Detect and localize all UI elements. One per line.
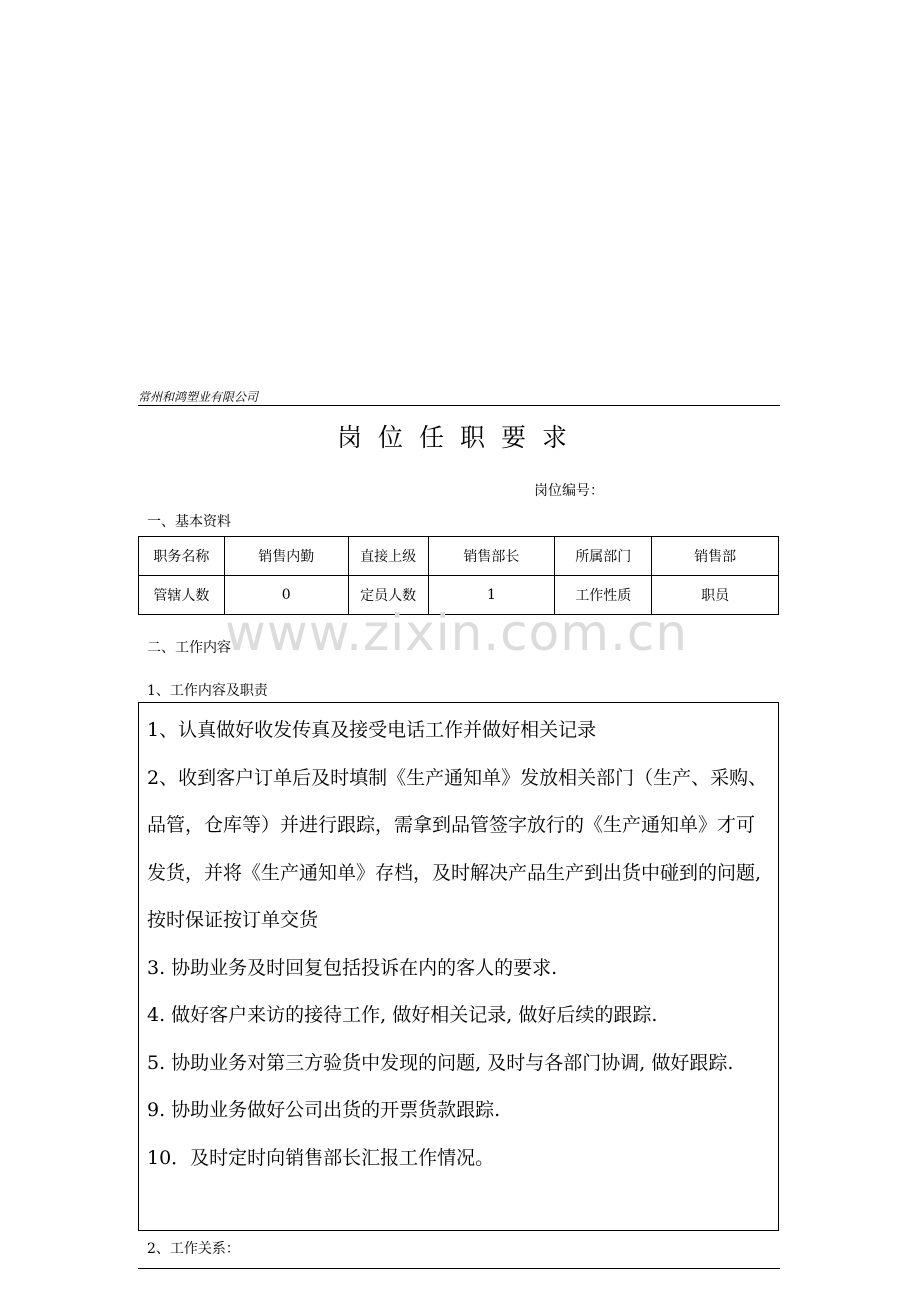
table-cell: 直接上级 <box>348 537 428 576</box>
duty-item: 4. 做好客户来访的接待工作, 做好相关记录, 做好后续的跟踪. <box>147 1004 658 1026</box>
duty-item: 9. 协助业务做好公司出货的开票货款跟踪. <box>147 1099 501 1121</box>
section-basic-info: 一、基本资料 <box>147 514 231 530</box>
company-header: 常州和鸿塑业有限公司 <box>138 389 780 406</box>
table-cell: 1 <box>428 576 555 615</box>
duty-item: 1、认真做好收发传真及接受电话工作并做好相关记录 <box>147 719 597 741</box>
table-cell: 销售部 <box>652 537 779 576</box>
duty-item: 3. 协助业务及时回复包括投诉在内的客人的要求. <box>147 956 558 979</box>
table-cell: 销售部长 <box>428 537 555 576</box>
watermark: www.zixin.com.cn <box>225 604 689 662</box>
table-cell: 销售内勤 <box>224 537 348 576</box>
duty-item: 5. 协助业务对第三方验货中发现的问题, 及时与各部门协调, 做好跟踪. <box>147 1051 734 1074</box>
page-title: 岗位任职要求 <box>336 423 583 452</box>
table-cell: 0 <box>224 576 348 615</box>
divider <box>138 1268 780 1269</box>
table-cell: 职员 <box>652 576 779 615</box>
table-cell: 所属部门 <box>555 537 652 576</box>
table-cell: 定员人数 <box>348 576 428 615</box>
table-cell: 职务名称 <box>139 537 225 576</box>
subsection-duties: 1、工作内容及职责 <box>147 683 268 699</box>
duty-item: 2、收到客户订单后及时填制《生产通知单》发放相关部门（生产、采购、品管，仓库等）并进行跟踪，需拿到品管签字放行的《生产通知单》才可发货，并将《生产通知单》存档，及时解决产品生产到出货中碰到的问题, 按时保证按订单交货 <box>147 766 768 931</box>
duty-item: 10．及时定时向销售部长汇报工作情况。 <box>147 1146 495 1169</box>
table-cell: 管辖人数 <box>139 576 225 615</box>
position-code-label: 岗位编号： <box>534 483 604 499</box>
section-work-content: 二、工作内容 <box>147 640 231 656</box>
duties-box <box>138 702 779 1231</box>
subsection-work-relations: 2、工作关系： <box>147 1241 240 1257</box>
table-row <box>139 537 779 576</box>
table-cell: 工作性质 <box>555 576 652 615</box>
